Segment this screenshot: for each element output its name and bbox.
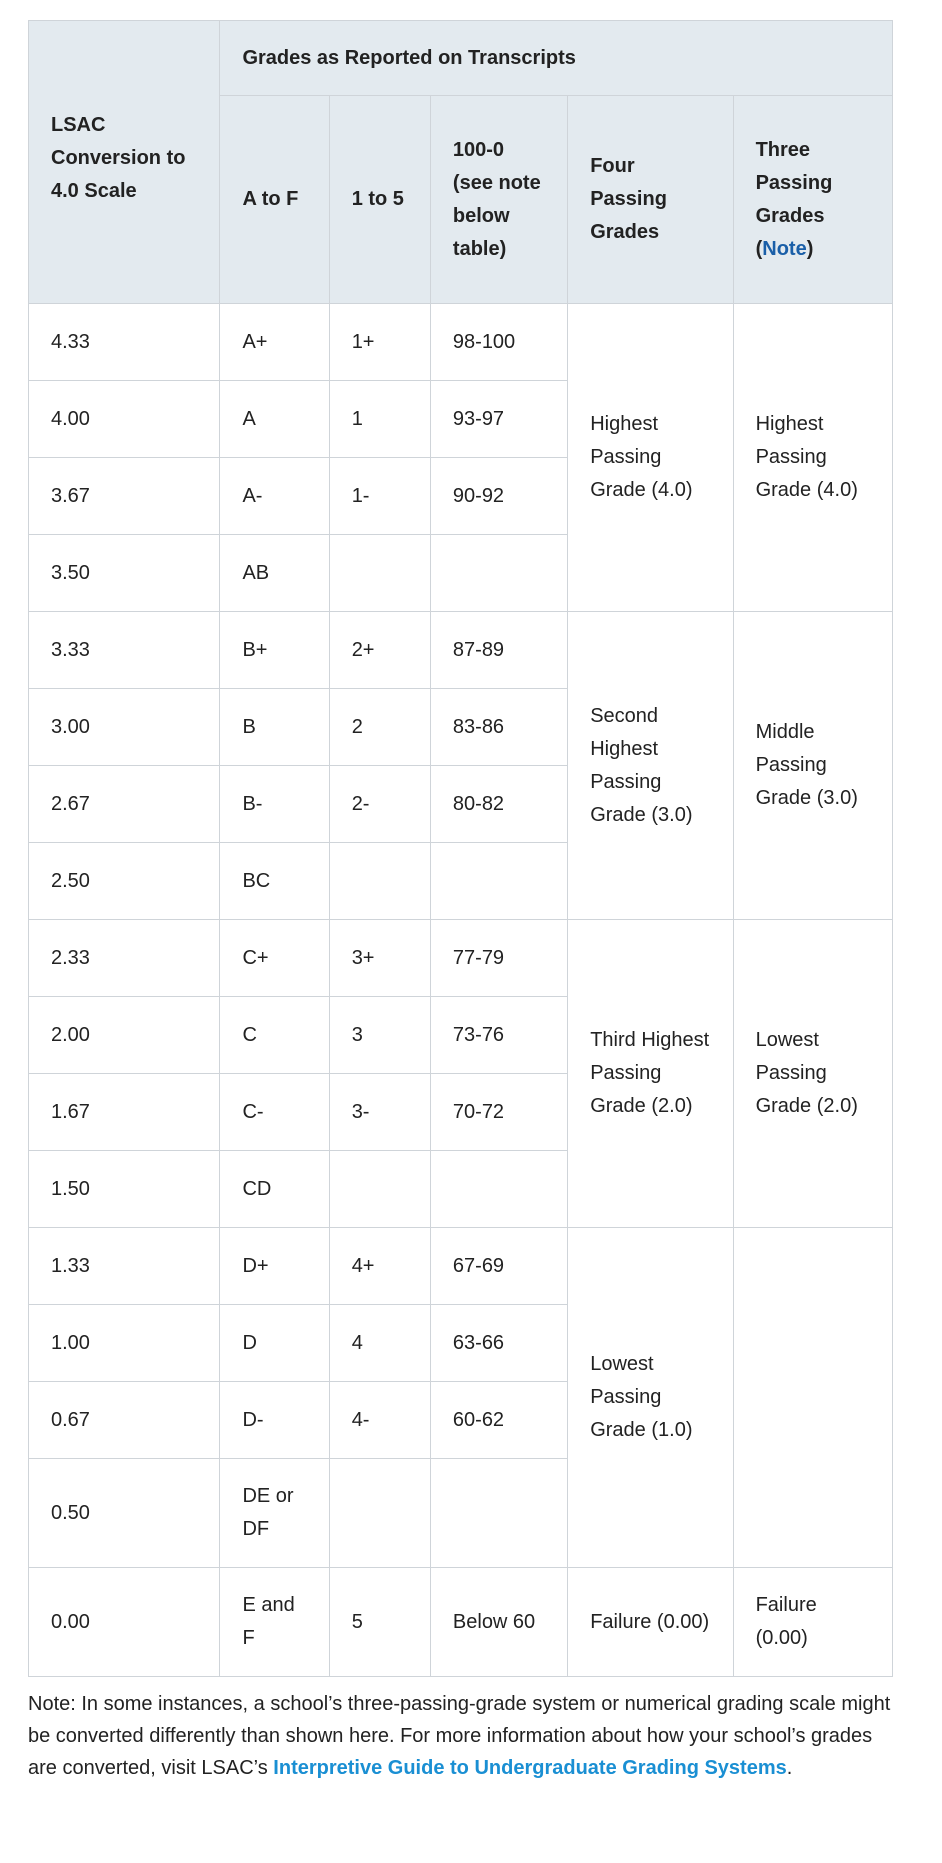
cell-af: CD xyxy=(220,1151,329,1228)
cell-lsac: 2.50 xyxy=(29,843,220,920)
grade-conversion-table-wrapper xyxy=(28,20,893,1677)
header-1-to-5: 1 to 5 xyxy=(329,96,430,304)
cell-af: A xyxy=(220,381,329,458)
cell-lsac: 4.00 xyxy=(29,381,220,458)
cell-n100 xyxy=(430,1151,567,1228)
cell-four-passing-group: Failure (0.00) xyxy=(568,1568,733,1677)
cell-three-passing-group: Highest Passing Grade (4.0) xyxy=(733,304,892,612)
cell-n100 xyxy=(430,1459,567,1568)
header-group-title-text: Grades as Reported on Transcripts xyxy=(242,46,576,69)
cell-n5: 1+ xyxy=(329,304,430,381)
cell-n5: 5 xyxy=(329,1568,430,1677)
cell-af: E and F xyxy=(220,1568,329,1677)
cell-af: C+ xyxy=(220,920,329,997)
cell-n5 xyxy=(329,535,430,612)
cell-af: C xyxy=(220,997,329,1074)
cell-lsac: 1.00 xyxy=(29,1305,220,1382)
cell-af: D+ xyxy=(220,1228,329,1305)
table-row xyxy=(29,1228,893,1305)
cell-n5 xyxy=(329,1459,430,1568)
cell-n5 xyxy=(329,1151,430,1228)
cell-lsac: 3.00 xyxy=(29,689,220,766)
cell-n5: 4+ xyxy=(329,1228,430,1305)
cell-four-passing-group: Lowest Passing Grade (1.0) xyxy=(568,1228,733,1568)
cell-af: B+ xyxy=(220,612,329,689)
cell-lsac: 0.50 xyxy=(29,1459,220,1568)
header-three-passing: Three Passing Grades (Note) xyxy=(733,96,892,304)
cell-af: B xyxy=(220,689,329,766)
cell-af: D- xyxy=(220,1382,329,1459)
cell-three-passing-group: Middle Passing Grade (3.0) xyxy=(733,612,892,920)
cell-n5: 2+ xyxy=(329,612,430,689)
cell-n5: 4- xyxy=(329,1382,430,1459)
cell-n100: 90-92 xyxy=(430,458,567,535)
cell-n100: 60-62 xyxy=(430,1382,567,1459)
cell-lsac: 3.67 xyxy=(29,458,220,535)
cell-n100: 67-69 xyxy=(430,1228,567,1305)
header-four-passing: Four Passing Grades xyxy=(568,96,733,304)
cell-n5: 1 xyxy=(329,381,430,458)
cell-lsac: 1.67 xyxy=(29,1074,220,1151)
header-three-passing-text: Three Passing Grades xyxy=(755,138,833,227)
cell-af: DE or DF xyxy=(220,1459,329,1568)
cell-lsac: 3.33 xyxy=(29,612,220,689)
cell-lsac: 2.00 xyxy=(29,997,220,1074)
cell-af: AB xyxy=(220,535,329,612)
cell-n5: 3 xyxy=(329,997,430,1074)
header-note-link[interactable]: Note xyxy=(762,237,807,260)
cell-n100 xyxy=(430,843,567,920)
cell-lsac: 3.50 xyxy=(29,535,220,612)
header-lsac-conversion xyxy=(29,21,220,304)
cell-n5: 2- xyxy=(329,766,430,843)
cell-n5: 3- xyxy=(329,1074,430,1151)
header-a-to-f: A to F xyxy=(220,96,329,304)
cell-n5: 2 xyxy=(329,689,430,766)
table-body xyxy=(29,304,893,1677)
interpretive-guide-link[interactable]: Interpretive Guide to Undergraduate Grading Systems xyxy=(273,1757,787,1779)
cell-n100: 80-82 xyxy=(430,766,567,843)
cell-n5: 4 xyxy=(329,1305,430,1382)
cell-n100: 87-89 xyxy=(430,612,567,689)
cell-n100: Below 60 xyxy=(430,1568,567,1677)
cell-af: A+ xyxy=(220,304,329,381)
cell-n100 xyxy=(430,535,567,612)
cell-n5: 3+ xyxy=(329,920,430,997)
cell-n100: 93-97 xyxy=(430,381,567,458)
table-row xyxy=(29,1568,893,1677)
cell-n100: 70-72 xyxy=(430,1074,567,1151)
header-100-0: 100-0 (see note below table) xyxy=(430,96,567,304)
cell-n100: 63-66 xyxy=(430,1305,567,1382)
cell-n100: 83-86 xyxy=(430,689,567,766)
cell-lsac: 4.33 xyxy=(29,304,220,381)
cell-n5: 1- xyxy=(329,458,430,535)
cell-four-passing-group: Third Highest Passing Grade (2.0) xyxy=(568,920,733,1228)
cell-four-passing-group: Highest Passing Grade (4.0) xyxy=(568,304,733,612)
grade-conversion-table xyxy=(28,20,893,1677)
table-row xyxy=(29,612,893,689)
cell-three-passing-group: Failure (0.00) xyxy=(733,1568,892,1677)
cell-n100: 98-100 xyxy=(430,304,567,381)
cell-lsac: 1.33 xyxy=(29,1228,220,1305)
table-row xyxy=(29,304,893,381)
cell-n100: 73-76 xyxy=(430,997,567,1074)
cell-af: A- xyxy=(220,458,329,535)
cell-lsac: 2.67 xyxy=(29,766,220,843)
footnote-end: . xyxy=(786,1757,793,1779)
cell-four-passing-group: Second Highest Passing Grade (3.0) xyxy=(568,612,733,920)
cell-af: C- xyxy=(220,1074,329,1151)
cell-lsac: 0.00 xyxy=(29,1568,220,1677)
cell-lsac: 2.33 xyxy=(29,920,220,997)
cell-three-passing-group xyxy=(733,1228,892,1568)
cell-n100: 77-79 xyxy=(430,920,567,997)
cell-lsac: 1.50 xyxy=(29,1151,220,1228)
footnote-text: Note: In some instances, a school’s three-passing-grade system or numerical grading scale might be converted differently than shown here. For more information about how your school’s grades are converted, visit LSAC’s xyxy=(28,1693,891,1779)
cell-three-passing-group: Lowest Passing Grade (2.0) xyxy=(733,920,892,1228)
table-row xyxy=(29,920,893,997)
cell-af: BC xyxy=(220,843,329,920)
cell-af: D xyxy=(220,1305,329,1382)
cell-n5 xyxy=(329,843,430,920)
footnote xyxy=(28,1688,898,1784)
cell-af: B- xyxy=(220,766,329,843)
header-group-title xyxy=(220,21,893,96)
cell-lsac: 0.67 xyxy=(29,1382,220,1459)
header-lsac-label: LSAC Conversion to 4.0 Scale xyxy=(51,113,186,202)
